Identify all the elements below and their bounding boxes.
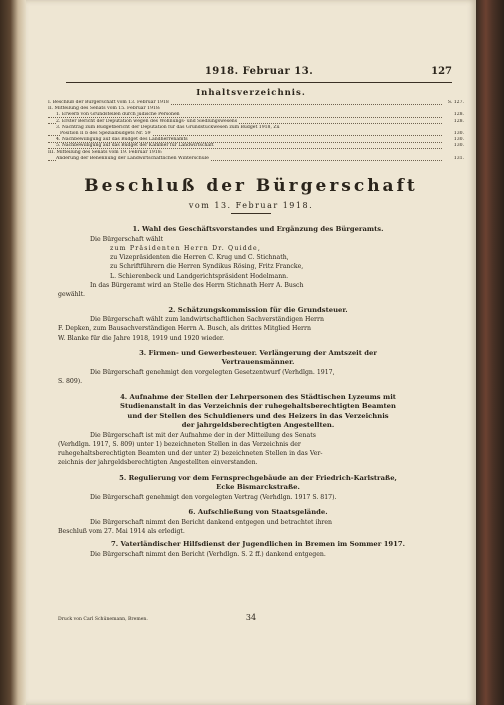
paragraph-line: W. Blanke für die Jahre 1918, 1919 und 1920 wieder. <box>58 334 225 342</box>
section-heading: 2. Schätzungskommission für die Grundsteuer. <box>168 305 348 314</box>
toc-text: 3. Nachtrag zum Budgetbericht der Deputation für das Grundstückwesen zum Budget 1918, Zu <box>56 124 280 130</box>
toc-text: Position II b des Spezialbudgets Nr. 59 <box>60 130 151 136</box>
paragraph-line: Die Bürgerschaft genehmigt den vorgelegten Vertrag (Verhdlgn. 1917 S. 817). <box>90 493 337 501</box>
page-header <box>66 66 452 82</box>
section-heading: 7. Vaterländischer Hilfsdienst der Jugendlichen in Bremen im Sommer 1917. <box>111 540 405 549</box>
section-heading: 4. Aufnahme der Stellen der Lehrpersonen des Städtischen Lyzeums mit <box>120 392 396 401</box>
paragraph-line: zum Präsidenten Herrn Dr. Quidde, <box>110 244 262 252</box>
paragraph-line: In das Bürgeramt wird an Stelle des Herrn Stichnath Herr A. Busch <box>90 281 304 289</box>
toc-title: Inhaltsverzeichnis. <box>196 88 306 98</box>
section-heading: und der Stellen des Schuldieners und des Heizers in das Verzeichnis <box>127 411 389 420</box>
toc-page: 131. <box>453 155 464 161</box>
toc-row <box>48 156 464 162</box>
paragraph-line: Die Bürgerschaft wählt <box>90 235 164 243</box>
table-of-contents <box>48 100 464 162</box>
section-heading: der jahrgeldsberechtigten Angestellten. <box>181 421 335 430</box>
toc-text: 1. Erwerb von Grundstellen durch jüdische Personen <box>56 112 180 118</box>
paragraph-line: F. Depken, zum Bausachverständigen Herrn A. Busch, als drittes Mitglied Herrn <box>58 325 311 333</box>
header-date: 1918. Februar 13. <box>204 66 314 77</box>
section-heading: 6. Aufschließung von Staatsgelände. <box>188 508 328 517</box>
page-number: 127 <box>431 66 452 77</box>
paragraph-line: ruhegehaltsberechtigten Beamten und der unter 2) bezeichneten Stellen in das Ver- <box>58 450 323 458</box>
toc-page: 128. <box>453 112 464 118</box>
toc-text: 5. Nachbewilligung auf das Budget der Kammer für Landwirtschaft <box>56 143 214 149</box>
section-heading: 3. Firmen- und Gewerbesteuer. Verlängerung der Amtszeit der <box>139 348 377 357</box>
toc-page: 130. <box>453 143 464 149</box>
document-title: Beschluß der Bürgerschaft <box>84 176 418 196</box>
toc-text: 2. Erster Bericht der Deputation wegen des Wohnungs- und Siedlungswesens <box>56 118 238 124</box>
document-subtitle: vom 13. Februar 1918. <box>188 201 314 210</box>
toc-page: 130. <box>453 137 464 143</box>
paragraph-line: (Verhdlgn. 1917, S. 809) unter 1) bezeichneten Stellen in das Verzeichnis der <box>58 440 301 448</box>
paragraph-line: Die Bürgerschaft nimmt den Bericht (Verhdlgn. S. 2 ff.) dankend entgegen. <box>90 550 326 558</box>
paragraph-line: Die Bürgerschaft wählt zum landwirtschaftlichen Sachverständigen Herrn <box>90 316 324 324</box>
toc-text: II. Mitteilung des Senats vom 15. Februar 1918: <box>48 106 161 112</box>
section-heading: Ecke Bismarckstraße. <box>216 483 300 492</box>
paragraph-line: Die Bürgerschaft ist mit der Aufnahme der in der Mitteilung des Senats <box>90 431 316 439</box>
paragraph-line: Die Bürgerschaft nimmt den Bericht dankend entgegen und betrachtet ihren <box>90 518 333 526</box>
signature-mark: 34 <box>245 613 257 622</box>
paragraph-line: zeichnis der jahrgeldsberechtigten Angestellten einverstanden. <box>58 459 258 467</box>
toc-text: III. Mitteilung des Senats vom 19. Februar 1918: <box>48 149 163 155</box>
toc-text: I. Beschluß der Bürgerschaft vom 13. Februar 1918 <box>48 100 169 105</box>
binding-left <box>0 0 26 705</box>
toc-page: S. 127. <box>447 100 464 105</box>
printer-imprint: Druck von Carl Schünemann, Bremen. <box>58 617 148 622</box>
paragraph-line: S. 809). <box>58 378 83 386</box>
section-heading: 1. Wahl des Geschäftsvorstandes und Ergänzung des Bürgeramts. <box>132 225 384 233</box>
paragraph-line: Beschluß vom 27. Mai 1914 als erledigt. <box>58 527 185 535</box>
paragraph-line: gewählt. <box>58 291 86 299</box>
paragraph-line: zu Schriftführern die Herren Syndikus Rösing, Fritz Francke, <box>110 263 304 271</box>
toc-page: 128. <box>453 118 464 124</box>
section-heading: Vertrauensmänner. <box>221 358 295 367</box>
toc-text: Änderung der Benennung der Landwirtschaftlichen Winterschule <box>56 155 209 161</box>
section-heading: Studienanstalt in das Verzeichnis der ruhegehaltsberechtigten Beamten <box>120 402 396 411</box>
paragraph-line: L. Schierenbeck und Landgerichtspräsident Hodelmann. <box>110 272 289 280</box>
section-heading: 5. Regulierung vor dem Fernsprechgebäude an der Friedrich-Karlstraße, <box>119 473 397 482</box>
document-body <box>58 225 458 559</box>
toc-text: 4. Nachbewilligung auf das Budget des Landherrenamts <box>56 137 188 143</box>
paragraph-line: Die Bürgerschaft genehmigt den vorgelegten Gesetzentwurf (Verhdlgn. 1917, <box>90 368 335 376</box>
title-separator <box>231 213 271 214</box>
book-cover-edge <box>476 0 504 705</box>
paragraph-line: zu Vizepräsidenten die Herren C. Krug und C. Stichnath, <box>110 254 289 262</box>
header-rule <box>66 82 452 83</box>
document-page <box>26 0 476 705</box>
toc-page: 130. <box>453 130 464 136</box>
